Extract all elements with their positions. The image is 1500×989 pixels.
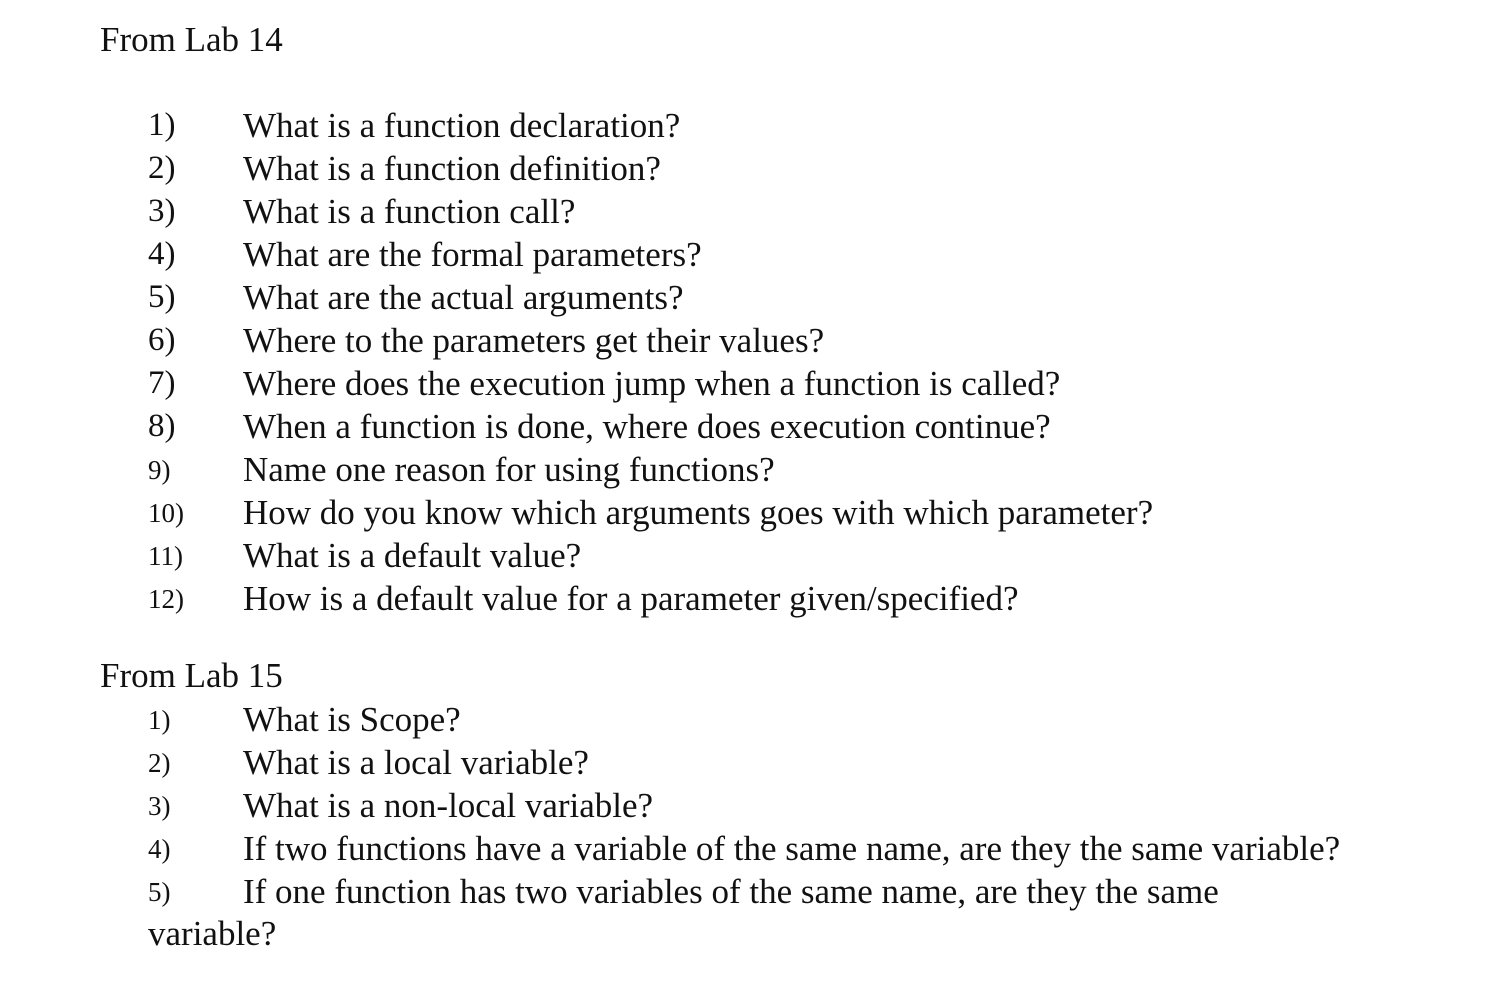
question-number: 9) bbox=[148, 455, 171, 485]
question-text: What is a default value? bbox=[243, 536, 582, 575]
question-number: 2) bbox=[148, 150, 176, 186]
question-number: 7) bbox=[148, 365, 176, 401]
question-text: What are the formal parameters? bbox=[243, 235, 702, 274]
question-text: When a function is done, where does execution continue? bbox=[243, 407, 1051, 446]
question-text: What is a local variable? bbox=[243, 743, 589, 782]
question-number: 5) bbox=[148, 877, 171, 907]
question-text: What is a non-local variable? bbox=[243, 786, 654, 825]
section-heading-lab14: From Lab 14 bbox=[100, 20, 283, 59]
question-text: What is Scope? bbox=[243, 700, 461, 739]
question-text: Where does the execution jump when a function is called? bbox=[243, 364, 1061, 403]
question-text: How do you know which arguments goes with which parameter? bbox=[243, 493, 1154, 532]
question-text: How is a default value for a parameter given/specified? bbox=[243, 579, 1019, 618]
question-text: What is a function declaration? bbox=[243, 106, 681, 145]
question-text: Name one reason for using functions? bbox=[243, 450, 775, 489]
question-number: 3) bbox=[148, 193, 176, 229]
question-text-continuation: variable? bbox=[148, 914, 277, 953]
question-number: 3) bbox=[148, 791, 171, 821]
question-text: What is a function definition? bbox=[243, 149, 661, 188]
question-number: 5) bbox=[148, 279, 176, 315]
question-number: 8) bbox=[148, 408, 176, 444]
question-text: What is a function call? bbox=[243, 192, 576, 231]
question-number: 1) bbox=[148, 107, 176, 143]
question-number: 12) bbox=[148, 584, 184, 614]
question-number: 1) bbox=[148, 705, 171, 735]
question-number: 4) bbox=[148, 236, 176, 272]
question-number: 2) bbox=[148, 748, 171, 778]
question-number: 10) bbox=[148, 498, 184, 528]
question-number: 4) bbox=[148, 834, 171, 864]
question-text: If two functions have a variable of the same name, are they the same variable? bbox=[243, 829, 1341, 868]
question-text: If one function has two variables of the same name, are they the same bbox=[243, 872, 1219, 911]
question-number: 11) bbox=[148, 541, 183, 571]
section-heading-lab15: From Lab 15 bbox=[100, 656, 283, 695]
question-number: 6) bbox=[148, 322, 176, 358]
question-text: Where to the parameters get their values? bbox=[243, 321, 825, 360]
question-text: What are the actual arguments? bbox=[243, 278, 684, 317]
